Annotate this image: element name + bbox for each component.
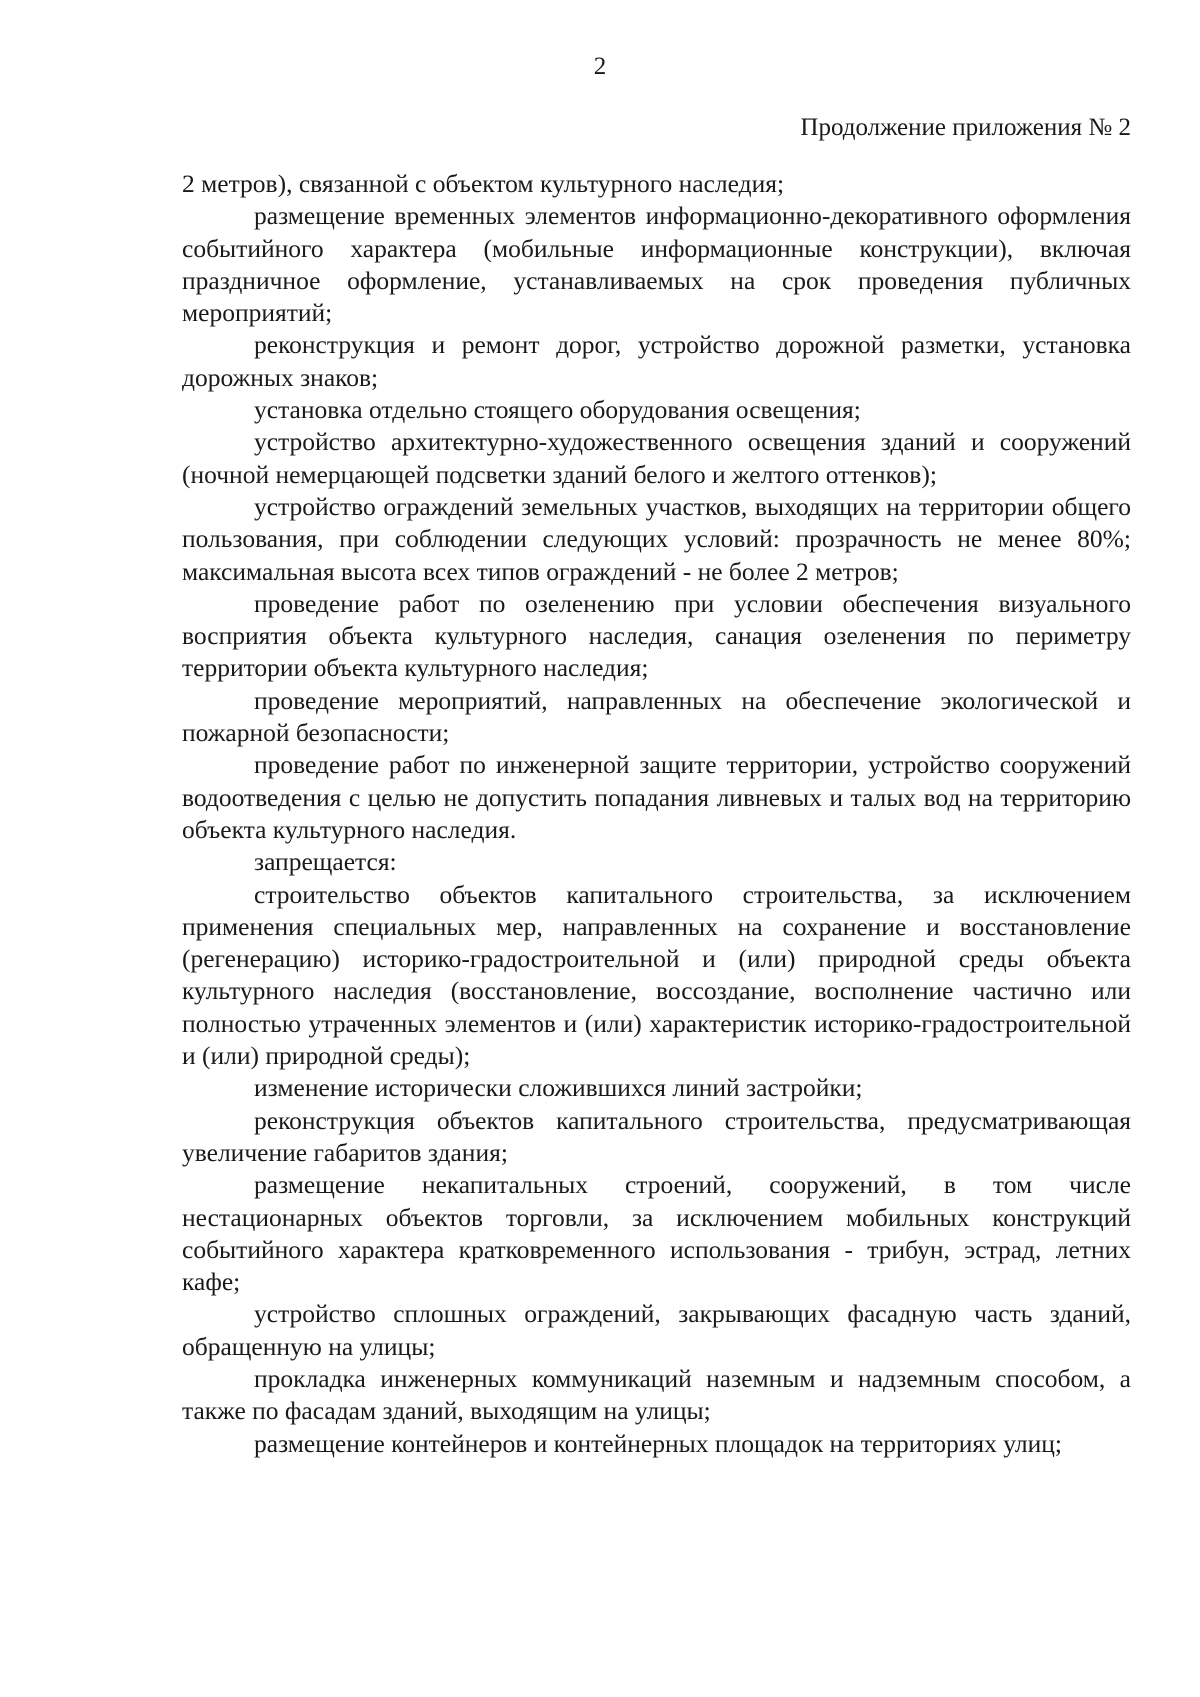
paragraph-capital-construction: строительство объектов капитального строительства, за исключением применения специальных мер, направленных на сохранение и восстановление (регенерацию) историко-градостроительной и (или) природной среды объекта культурного наследия (восстановление, воссоздание, восполнение частично или полностью утраченных элементов и (или) характеристик историко-градостроительной и (или) природной среды); (182, 879, 1131, 1071)
paragraph-road-reconstruction: реконструкция и ремонт дорог, устройство дорожной разметки, установка дорожных знаков; (182, 330, 1131, 392)
page-number: 2 (593, 53, 607, 80)
paragraph-non-capital-structures: размещение некапитальных строений, сооружений, в том числе нестационарных объектов торговли, за исключением мобильных конструкций событийного характера кратковременного использования - трибун, эстрад, летних кафе; (182, 1170, 1131, 1297)
paragraph-architectural-lighting: устройство архитектурно-художественного освещения зданий и сооружений (ночной немерцающей подсветки зданий белого и желтого оттенков); (182, 427, 1131, 489)
paragraph-temporary-decor: размещение временных элементов информационно-декоративного оформления событийного характера (мобильные информационные конструкции), включая праздничное оформление, устанавливаемых на срок проведения публичных мероприятий; (182, 201, 1131, 328)
paragraph-lighting-equipment: установка отдельно стоящего оборудования освещения; (254, 395, 861, 425)
paragraph-landscaping: проведение работ по озеленению при условии обеспечения визуального восприятия объекта культурного наследия, санация озеленения по периметру территории объекта культурного наследия; (182, 588, 1131, 683)
appendix-continuation-label: Продолжение приложения № 2 (800, 114, 1131, 141)
paragraph-containers: размещение контейнеров и контейнерных площадок на территориях улиц; (254, 1428, 1062, 1458)
paragraph-reconstruction-dimensions: реконструкция объектов капитального строительства, предусматривающая увеличение габаритов здания; (182, 1105, 1131, 1167)
paragraph-prohibited-heading: запрещается: (254, 847, 397, 877)
paragraph-engineering-protection: проведение работ по инженерной защите территории, устройство сооружений водоотведения с целью не допустить попадания ливневых и талых вод на территорию объекта культурного наследия. (182, 750, 1131, 844)
paragraph-building-lines: изменение исторически сложившихся линий застройки; (254, 1073, 863, 1103)
paragraph-utility-lines: прокладка инженерных коммуникаций наземным и надземным способом, а также по фасадам зданий, выходящим на улицы; (182, 1363, 1131, 1426)
paragraph-safety-measures: проведение мероприятий, направленных на обеспечение экологической и пожарной безопасности; (182, 685, 1131, 748)
paragraph-continued: 2 метров), связанной с объектом культурного наследия; (182, 169, 785, 198)
document-body (182, 168, 1131, 1460)
paragraph-solid-fencing: устройство сплошных ограждений, закрывающих фасадную часть зданий, обращенную на улицы; (182, 1299, 1131, 1361)
paragraph-land-fencing: устройство ограждений земельных участков, выходящих на территории общего пользования, при соблюдении следующих условий: прозрачность не менее 80%; максимальная высота всех типов ограждений - не более 2 метров; (182, 491, 1131, 586)
